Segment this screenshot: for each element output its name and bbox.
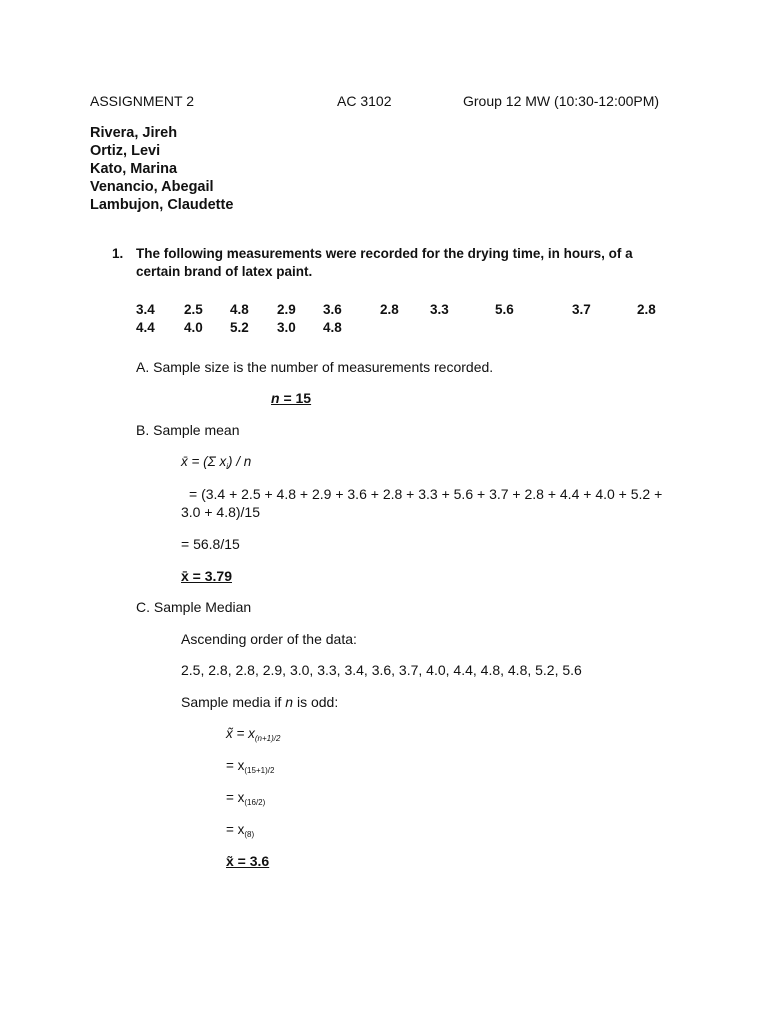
data-value: 3.6 (323, 302, 342, 317)
data-value: 4.8 (230, 302, 249, 317)
group-info: Group 12 MW (10:30-12:00PM) (463, 93, 660, 109)
median-step-1: x̃ = $x_{(n+1)/2}$ (226, 726, 281, 743)
part-c-heading: C. Sample Median (136, 599, 252, 615)
part-a-heading: A. Sample size is the number of measurements recorded. (136, 359, 494, 375)
data-value: 2.8 (380, 302, 399, 317)
data-value: 4.0 (184, 320, 203, 335)
ascending-order-label: Ascending order of the data: (181, 631, 357, 647)
odd-case-label: Sample media if n is odd: (181, 694, 339, 710)
data-value: 3.3 (430, 302, 449, 317)
member-name: Lambujon, Claudette (90, 197, 234, 213)
mean-sum-line2: 3.0 + 4.8)/15 (181, 504, 261, 520)
data-row-2 (0, 320, 768, 338)
data-value: 3.0 (277, 320, 296, 335)
mean-result: x̄ = 3.79 (181, 568, 232, 584)
mean-quotient: = 56.8/15 (181, 536, 240, 552)
sample-size-result (271, 390, 311, 406)
data-value: 3.7 (572, 302, 591, 317)
data-value: 4.4 (136, 320, 155, 335)
member-name: Rivera, Jireh (90, 125, 178, 141)
median-result: x̃ = 3.6 (226, 853, 270, 869)
data-value: 4.8 (323, 320, 342, 335)
member-name: Ortiz, Levi (90, 143, 161, 159)
problem-number: 1. (112, 246, 124, 261)
data-value: 2.9 (277, 302, 296, 317)
n-variable: n (271, 390, 280, 406)
data-value: 2.5 (184, 302, 203, 317)
mean-sum-line1: = (3.4 + 2.5 + 4.8 + 2.9 + 3.6 + 2.8 + 3.3 + 5.6 + 3.7 + 2.8 + 4.4 + 4.0 + 5.2 + (189, 486, 663, 502)
assignment-title: ASSIGNMENT 2 (90, 93, 194, 109)
n-value: = 15 (279, 390, 312, 406)
median-step-3: = $x_{(16/2)}$ (226, 790, 266, 807)
course-code: AC 3102 (337, 93, 392, 109)
problem-text-line1: The following measurements were recorded for the drying time, in hours, of a (136, 246, 633, 261)
member-name: Kato, Marina (90, 161, 178, 177)
data-value: 5.2 (230, 320, 249, 335)
median-step-4: = $x_{(8)}$ (226, 822, 255, 839)
member-list (90, 124, 233, 214)
data-value: 2.8 (637, 302, 656, 317)
part-b-heading: B. Sample mean (136, 422, 240, 438)
member-name: Venancio, Abegail (90, 179, 214, 195)
data-value: 5.6 (495, 302, 514, 317)
sorted-data: 2.5, 2.8, 2.8, 2.9, 3.0, 3.3, 3.4, 3.6, 3.7, 4.0, 4.4, 4.8, 4.8, 5.2, 5.6 (181, 662, 582, 678)
mean-formula: x̄ = (Σ $x_i$) / n (181, 454, 252, 471)
problem-text-line2: certain brand of latex paint. (136, 264, 313, 279)
data-row-1 (0, 302, 768, 320)
median-step-2: = $x_{(15+1)/2}$ (226, 758, 275, 775)
data-value: 3.4 (136, 302, 155, 317)
